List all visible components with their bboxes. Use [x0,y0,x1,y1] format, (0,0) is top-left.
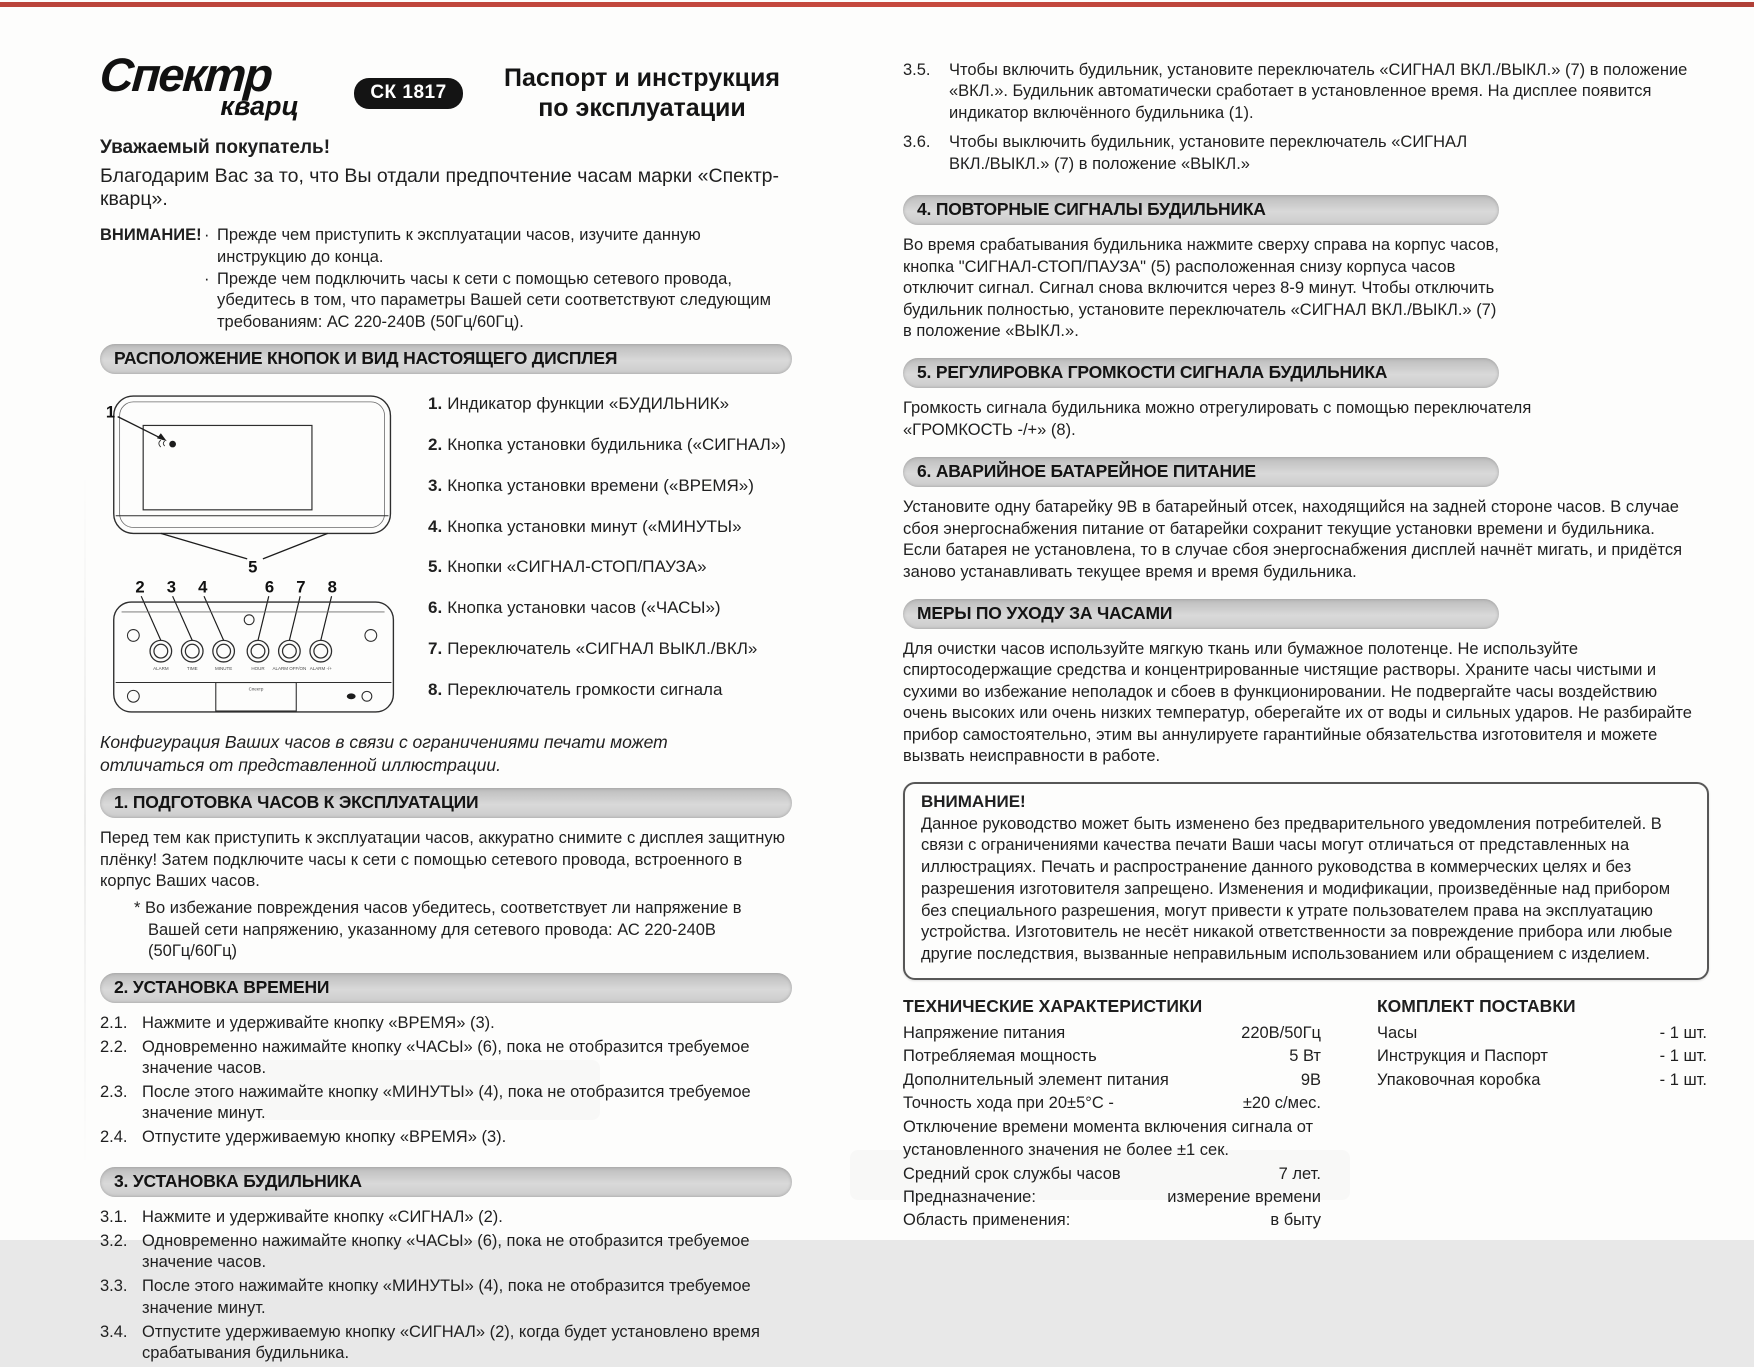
header [98,48,792,123]
feature-number: 2. [428,434,443,454]
package-contents [1377,996,1707,1233]
spec-row [903,1022,1321,1045]
section-2-list [100,1013,792,1149]
section-header-4: 4. ПОВТОРНЫЕ СИГНАЛЫ БУДИЛЬНИКА [903,195,1499,225]
item-number: 2.1. [100,1013,128,1032]
page-title-line1: Паспорт и инструкция [504,64,780,92]
feature-text: Кнопки «СИГНАЛ-СТОП/ПАУЗА» [447,557,707,577]
item-number: 3.5. [903,61,931,79]
section-5-body: Громкость сигнала будильника можно отрегулировать с помощью переключателя «ГРОМКОСТЬ -/+» (8). [903,399,1532,439]
brand-logo-top: Спектр [98,48,274,101]
brand-logo [98,48,325,122]
section-4-body: Во время срабатывания будильника нажмите сверху справа на корпус часов, кнопка "СИГНАЛ-СТОП/ПАУЗА" (5) расположенная снизу корпуса часов отключит сигнал. Сигнал снова включится через 8-9 минут. Чтобы отключить будильник полностью, установите переключатель «СИГНАЛ ВКЛ./ВЫКЛ.» (7) в положение «ВЫКЛ.». [903,236,1499,340]
callout-8: 8 [327,577,337,597]
feature-item [428,394,786,414]
item-text: Нажмите и удерживайте кнопку «СИГНАЛ» (2). [142,1207,503,1226]
button-label-alarm: ALARM [153,665,169,671]
item-text: Чтобы выключить будильник, установите переключатель «СИГНАЛ ВКЛ./ВЫКЛ.» (7) в положение «ВЫКЛ.» [949,133,1468,173]
feature-item [428,517,786,537]
section-header-1: 1. ПОДГОТОВКА ЧАСОВ К ЭКСПЛУАТАЦИИ [100,788,792,818]
list-item [100,1276,792,1319]
callout-2: 2 [135,577,145,597]
spec-row [903,1163,1321,1186]
package-row [1377,1045,1707,1068]
scan-top-red-line [0,2,1754,7]
bullet: · [204,269,210,288]
spec-label: Дополнительный элемент питания [903,1070,1169,1089]
item-text: После этого нажимайте кнопку «МИНУТЫ» (4), пока не отобразится требуемое значение минут. [142,1277,751,1317]
section-header-2: 2. УСТАНОВКА ВРЕМЕНИ [100,973,792,1003]
item-text: Отпустите удерживаемую кнопку «СИГНАЛ» (2), когда будет установлено время срабатывания будильника. [142,1322,760,1362]
spec-note: Отключение времени момента включения сигнала от установленного значения не более ±1 сек. [903,1117,1314,1160]
attention-item-text: Прежде чем приступить к эксплуатации часов, изучите данную инструкцию до конца. [217,226,701,266]
clock-front-view [114,396,391,533]
spec-row [903,1045,1321,1068]
callout-7: 7 [296,577,306,597]
attention-item [204,269,792,334]
item-number: 3.4. [100,1322,128,1341]
section-1-body: Перед тем как приступить к эксплуатации часов, аккуратно снимите с дисплея защитную плёнку! Затем подключите часы к сети с помощью сетевого провода, встроенного в корпус Ваших часов. [100,829,785,890]
attention-label: ВНИМАНИЕ! [100,226,202,244]
item-text: Одновременно нажимайте кнопку «ЧАСЫ» (6), пока не отобразится требуемое значение часов. [142,1231,750,1272]
item-number: 3.6. [903,133,931,152]
button-circles [150,640,332,662]
spec-value: 7 лет. [1278,1164,1321,1183]
package-value: - 1 шт. [1659,1047,1707,1066]
salutation: Уважаемый покупатель! [100,137,331,158]
feature-number: 1. [428,393,443,413]
callout-4: 4 [198,577,208,597]
callout-1-arrowhead [157,433,167,441]
item-text: Чтобы включить будильник, установите переключатель «СИГНАЛ ВКЛ./ВЫКЛ.» (7) в положение «ВКЛ.». Будильник автоматически сработает в установленное время. На дисплее появится индикатор включённого будильника (1). [949,61,1688,122]
package-label: Часы [1377,1023,1418,1042]
attention-items [204,225,792,334]
attention-item [204,225,792,269]
feature-number: 8. [428,680,443,700]
item-text: Нажмите и удерживайте кнопку «ВРЕМЯ» (3). [142,1013,495,1032]
left-column [98,48,792,1367]
button-label-time: TIME [186,665,198,671]
brand-logo-bottom: кварц [220,91,299,122]
section-1-note: * Во избежание повреждения часов убедитесь, соответствует ли напряжение в Вашей сети напряжению, указанному для сетевого провода: АС 220-240В (50Гц/60Гц) [134,899,742,961]
feature-text: Кнопка установки будильника («СИГНАЛ») [447,434,786,454]
spec-value: 5 Вт [1289,1047,1321,1066]
spec-label: Средний срок службы часов [903,1164,1121,1183]
button-label-minute: MINUTE [215,665,233,671]
package-title: КОМПЛЕКТ ПОСТАВКИ [1377,995,1576,1016]
model-badge: СК 1817 [354,78,462,109]
package-label: Инструкция и Паспорт [1377,1047,1548,1066]
thanks-text: Благодарим Вас за то, что Вы отдали предпочтение часам марки «Спектр-кварц». [100,165,780,210]
attention-box-body: Данное руководство может быть изменено без предварительного уведомления потребителей. В связи с ограничениями качества печати Ваши часы могут отличаться от представленных на иллюстрациях. Печать и распространение данного руководства в коммерческих целях и без разрешения изготовителя запрещено. Изменения и модификации, произведённые над прибором без специального разрешения, могут привести к утрате пользователем права на эксплуатацию устройства. Изготовитель не несёт никакой ответственности за повреждение прибора или любые другие последствия, вызванные неправильным использованием или обращением с изделием. [921,814,1673,964]
list-item [100,1231,792,1274]
tech-specs [903,996,1321,1233]
feature-item [428,680,786,700]
feature-item [428,598,786,618]
feature-text: Кнопка установки минут («МИНУТЫ» [447,516,742,536]
list-item [903,132,1709,175]
section-header-6: 6. АВАРИЙНОЕ БАТАРЕЙНОЕ ПИТАНИЕ [903,457,1499,487]
list-item [100,1127,792,1148]
callout-5: 5 [248,557,258,577]
feature-item [428,435,786,455]
list-item [100,1207,792,1228]
spec-label: Предназначение: [903,1187,1036,1206]
feature-item [428,639,786,659]
section-6-body: Установите одну батарейку 9В в батарейный отсек, находящийся на задней стороне часов. В случае сбоя энергоснабжения питание от батарейки сохранит текущие установки времени и будильника. Если батарея не установлена, то в случае сбоя энергоснабжения дисплей начнёт мигать, и придётся заново устанавливать текущее время и время будильника. [903,498,1683,581]
item-number: 3.2. [100,1231,128,1250]
care-body: Для очистки часов используйте мягкую ткань или бумажное полотенце. Не используйте спиртосодержащие средства и концентрированные чистящие растворы. Храните часы чистыми и сухими во избежание неполадок и сбоев в функционировании. Не подвергайте часы воздействию очень высоких или очень низких температур, оберегайте их от воды и сильных ударов. Не разбирайте прибор самостоятельно, этим вы аннулируете гарантийные обязательства изготовителя и можете вызвать неисправности в работе. [903,640,1692,766]
tech-specs-title: ТЕХНИЧЕСКИЕ ХАРАКТЕРИСТИКИ [903,995,1203,1016]
bullet: · [204,226,210,244]
section-header-5: 5. РЕГУЛИРОВКА ГРОМКОСТИ СИГНАЛА БУДИЛЬНИКА [903,358,1499,388]
attention-item-text: Прежде чем подключить часы к сети с помощью сетевого провода, убедитесь в том, что параметры Вашей сети соответствуют следующим требованиям: АС 220-240В (50Гц/60Гц). [217,269,771,332]
spec-value: измерение времени [1167,1187,1321,1206]
list-item [100,1082,792,1125]
spec-value: 220В/50Гц [1241,1023,1321,1042]
package-value: - 1 шт. [1659,1023,1707,1042]
item-number: 3.3. [100,1277,128,1296]
feature-text: Кнопка установки часов («ЧАСЫ») [447,598,721,618]
package-label: Упаковочная коробка [1377,1070,1541,1089]
callout-1-leader [118,416,163,439]
callout-5-leaders [161,533,328,559]
right-column [903,60,1709,1233]
alarm-indicator-dot [169,441,176,448]
spec-value: 9В [1300,1070,1321,1089]
print-disclaimer: Конфигурация Ваших часов в связи с ограничениями печати может отличаться от представленной иллюстрации. [100,731,668,776]
item-number: 2.4. [100,1128,128,1147]
feature-text: Переключатель «СИГНАЛ ВЫКЛ./ВКЛ» [447,639,758,659]
feature-list [428,384,786,723]
package-row [1377,1022,1707,1045]
button-label-hour: HOUR [251,665,265,671]
feature-number: 3. [428,475,443,495]
button-label-alarm-offon: ALARM OFF/ON [272,665,307,671]
battery-door-logo: Спектр [248,686,264,692]
list-item [100,1322,792,1365]
spec-label: Точность хода при 20±5°С - [903,1094,1114,1113]
package-value: - 1 шт. [1659,1070,1707,1089]
section-3-list [100,1207,792,1365]
spec-row [903,1186,1321,1209]
section-header-layout: РАСПОЛОЖЕНИЕ КНОПОК И ВИД НАСТОЯЩЕГО ДИСПЛЕЯ [100,344,792,374]
power-cord-exit [347,693,356,699]
spec-label: Область применения: [903,1211,1071,1230]
item-text: После этого нажимайте кнопку «МИНУТЫ» (4), пока не отобразится требуемое значение минут. [142,1083,751,1123]
spec-row [903,1209,1321,1232]
spec-row [903,1092,1321,1115]
section-header-3: 3. УСТАНОВКА БУДИЛЬНИКА [100,1167,792,1197]
list-item [903,60,1709,124]
spec-row [903,1069,1321,1092]
feature-text: Переключатель громкости сигнала [447,680,723,700]
feature-text: Кнопка установки времени («ВРЕМЯ») [447,475,754,495]
feature-number: 6. [428,598,443,618]
attention-note [100,225,792,334]
item-number: 3.1. [100,1207,128,1226]
feature-number: 4. [428,516,443,536]
attention-box [903,782,1709,980]
attention-box-label: ВНИМАНИЕ! [921,791,1026,811]
page-title-line2: по эксплуатации [538,93,746,122]
list-item [100,1013,792,1034]
feature-text: Индикатор функции «БУДИЛЬНИК» [447,393,730,413]
feature-number: 5. [428,557,443,577]
spec-value: в быту [1270,1211,1321,1230]
clock-diagram [100,384,414,723]
page-title [492,64,792,123]
section-header-care: МЕРЫ ПО УХОДУ ЗА ЧАСАМИ [903,599,1499,629]
list-item [100,1037,792,1080]
item-text: Одновременно нажимайте кнопку «ЧАСЫ» (6), пока не отобразится требуемое значение часов. [142,1037,750,1078]
package-row [1377,1069,1707,1092]
feature-item [428,476,786,496]
callout-3: 3 [166,577,177,597]
bottom-tables [903,996,1709,1233]
feature-number: 7. [428,639,443,659]
item-text: Отпустите удерживаемую кнопку «ВРЕМЯ» (3). [142,1128,507,1147]
callout-1: 1 [105,402,116,422]
diagram-row [100,384,792,723]
spec-value: ±20 с/мес. [1242,1094,1321,1113]
spec-label: Потребляемая мощность [903,1047,1097,1066]
alarm-steps-continued [903,60,1709,175]
button-label-alarm-vol: ALARM -/+ [309,665,332,671]
feature-item [428,557,786,577]
item-number: 2.2. [100,1037,128,1056]
button-callout-leaders [141,596,331,640]
callout-6: 6 [264,577,275,597]
item-number: 2.3. [100,1083,128,1102]
spec-label: Напряжение питания [903,1023,1066,1042]
